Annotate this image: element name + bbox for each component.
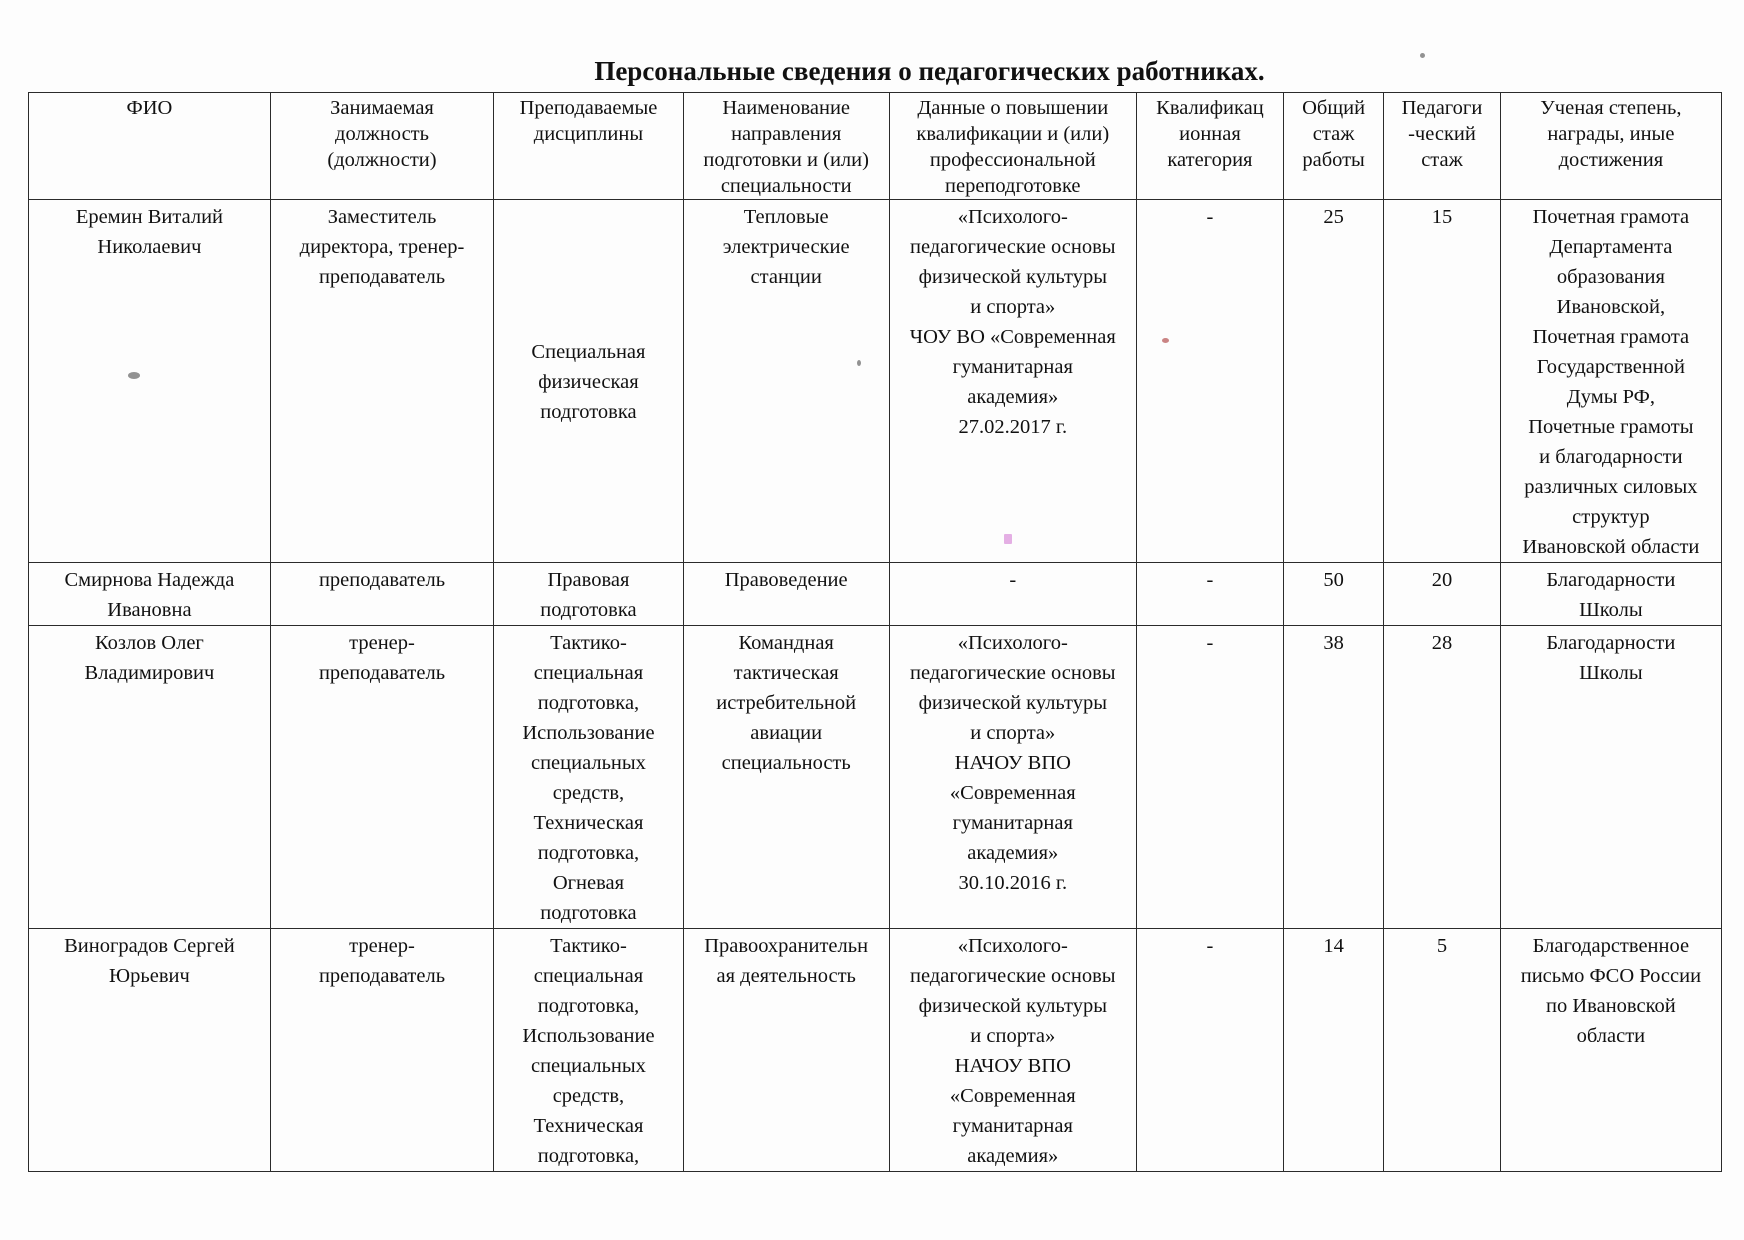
cell-line: истребительной: [716, 692, 857, 714]
cell-line: Правоохранительн: [704, 935, 869, 957]
header-line: Квалификац: [1156, 97, 1264, 119]
header-line: должность: [335, 123, 429, 145]
cell-line: подготовка: [540, 401, 637, 423]
cell-disciplines: [494, 626, 684, 929]
cell-line: и спорта»: [970, 296, 1056, 318]
cell-line: 30.10.2016 г.: [958, 872, 1068, 894]
header-line: дисциплины: [533, 123, 644, 145]
cell-line: Благодарности: [1546, 632, 1676, 654]
cell-line: Ивановской,: [1556, 296, 1666, 318]
cell-line: «Психолого-: [957, 935, 1068, 957]
cell-line: НАЧОУ ВПО: [954, 1055, 1071, 1077]
table-row: [29, 626, 1722, 929]
cell-disciplines: [494, 200, 684, 563]
cell-line: подготовка,: [537, 995, 640, 1017]
cell-line: средств,: [552, 782, 625, 804]
cell-value: 28: [1431, 632, 1453, 654]
cell-value: 5: [1436, 935, 1448, 957]
cell-line: Техническая: [533, 812, 644, 834]
table-row: [29, 563, 1722, 626]
cell-line: Юрьевич: [109, 965, 190, 987]
scan-speck: [1162, 338, 1169, 343]
cell-line: авиации: [750, 722, 823, 744]
cell-line: гуманитарная: [952, 812, 1073, 834]
cell-line: и спорта»: [970, 1025, 1056, 1047]
cell-line: Использование: [522, 722, 655, 744]
cell-line: Почетные грамоты: [1528, 416, 1694, 438]
cell-line: Правоведение: [724, 569, 848, 591]
cell-line: Школы: [1579, 662, 1643, 684]
cell-qualification: [889, 200, 1136, 563]
cell-line: ЧОУ ВО «Современная: [909, 326, 1116, 348]
cell-total-experience: [1283, 929, 1383, 1172]
cell-line: Смирнова Надежда: [64, 569, 235, 591]
cell-line: специальных: [530, 1055, 646, 1077]
cell-line: Государственной: [1536, 356, 1686, 378]
table-row: [29, 200, 1722, 563]
document-title: Персональные сведения о педагогических работниках.: [594, 56, 1265, 86]
header-line: подготовки и (или): [703, 149, 869, 171]
cell-line: Ивановна: [107, 599, 192, 621]
cell-position: [270, 626, 493, 929]
cell-line: Николаевич: [97, 236, 202, 258]
cell-specialty: [683, 626, 889, 929]
cell-line: «Психолого-: [957, 632, 1068, 654]
cell-awards: [1500, 626, 1721, 929]
cell-line: директора, тренер-: [299, 236, 465, 258]
header-line: ФИО: [126, 97, 173, 119]
header-line: (должности): [327, 149, 437, 171]
cell-line: Школы: [1579, 599, 1643, 621]
cell-line: подготовка: [540, 599, 637, 621]
cell-line: 27.02.2017 г.: [958, 416, 1068, 438]
cell-line: средств,: [552, 1085, 625, 1107]
cell-line: и благодарности: [1539, 446, 1683, 468]
table-header-row: [29, 93, 1722, 200]
cell-awards: [1500, 200, 1721, 563]
header-line: Данные о повышении: [917, 97, 1109, 119]
cell-value: -: [1206, 632, 1214, 654]
header-line: достижения: [1558, 149, 1664, 171]
header-specialty: [683, 93, 889, 200]
cell-qualification: [889, 929, 1136, 1172]
header-line: направления: [731, 123, 842, 145]
cell-line: Тепловые: [743, 206, 829, 228]
cell-teaching-experience: [1384, 563, 1501, 626]
cell-fio: [29, 626, 271, 929]
header-line: специальности: [720, 175, 852, 197]
cell-line: -: [1009, 569, 1017, 591]
header-disciplines: [494, 93, 684, 200]
header-total-experience: [1283, 93, 1383, 200]
cell-line: подготовка: [540, 902, 637, 924]
cell-disciplines: [494, 563, 684, 626]
cell-fio: [29, 929, 271, 1172]
cell-line: «Современная: [949, 782, 1076, 804]
cell-line: тактическая: [733, 662, 839, 684]
header-line: Общий: [1302, 97, 1366, 119]
cell-line: физической культуры: [918, 266, 1107, 288]
cell-line: подготовка,: [537, 1145, 640, 1167]
header-line: Преподаваемые: [519, 97, 658, 119]
cell-line: Ивановской области: [1522, 536, 1700, 558]
header-teaching-experience: [1384, 93, 1501, 200]
cell-line: Виноградов Сергей: [64, 935, 235, 957]
cell-line: Владимирович: [84, 662, 215, 684]
cell-value: 25: [1323, 206, 1344, 228]
cell-line: тренер-: [349, 632, 415, 654]
cell-line: электрические: [722, 236, 850, 258]
scan-speck: [128, 372, 140, 379]
cell-line: физической культуры: [918, 692, 1107, 714]
header-line: стаж: [1421, 149, 1463, 171]
cell-position: [270, 929, 493, 1172]
cell-line: Специальная: [531, 341, 646, 363]
header-line: награды, иные: [1547, 123, 1675, 145]
cell-line: преподаватель: [318, 965, 446, 987]
cell-line: подготовка,: [537, 842, 640, 864]
cell-line: Командная: [738, 632, 834, 654]
cell-category: [1136, 929, 1283, 1172]
cell-line: преподаватель: [318, 569, 446, 591]
cell-line: НАЧОУ ВПО: [954, 752, 1071, 774]
header-awards: [1500, 93, 1721, 200]
header-line: квалификации и (или): [916, 123, 1110, 145]
cell-line: преподаватель: [318, 662, 446, 684]
cell-line: Почетная грамота: [1532, 206, 1690, 228]
cell-teaching-experience: [1384, 200, 1501, 563]
cell-line: гуманитарная: [952, 356, 1073, 378]
cell-line: Еремин Виталий: [75, 206, 224, 228]
header-line: Ученая степень,: [1540, 97, 1682, 119]
cell-line: «Современная: [949, 1085, 1076, 1107]
cell-line: Тактико-: [550, 935, 627, 957]
cell-line: Благодарности: [1546, 569, 1676, 591]
cell-line: Думы РФ,: [1566, 386, 1655, 408]
cell-line: Тактико-: [550, 632, 627, 654]
cell-line: по Ивановской: [1546, 995, 1676, 1017]
cell-line: Благодарственное: [1532, 935, 1690, 957]
cell-category: [1136, 200, 1283, 563]
cell-line: Департамента: [1549, 236, 1673, 258]
cell-value: 38: [1323, 632, 1344, 654]
cell-line: академия»: [967, 1145, 1059, 1167]
cell-line: Почетная грамота: [1532, 326, 1690, 348]
cell-category: [1136, 563, 1283, 626]
cell-qualification: [889, 563, 1136, 626]
cell-line: преподаватель: [318, 266, 446, 288]
cell-category: [1136, 626, 1283, 929]
cell-value: -: [1206, 935, 1214, 957]
cell-total-experience: [1283, 563, 1383, 626]
cell-specialty: [683, 563, 889, 626]
cell-line: педагогические основы: [909, 662, 1116, 684]
cell-position: [270, 563, 493, 626]
cell-fio: [29, 200, 271, 563]
cell-line: структур: [1572, 506, 1650, 528]
staff-table: [28, 92, 1722, 1172]
header-fio: [29, 93, 271, 200]
cell-total-experience: [1283, 200, 1383, 563]
cell-line: Огневая: [552, 872, 625, 894]
cell-line: Техническая: [533, 1115, 644, 1137]
header-line: Педагоги: [1401, 97, 1483, 119]
header-line: ионная: [1179, 123, 1241, 145]
cell-line: академия»: [967, 842, 1059, 864]
table-row: [29, 929, 1722, 1172]
cell-awards: [1500, 929, 1721, 1172]
cell-line: подготовка,: [537, 692, 640, 714]
cell-line: академия»: [967, 386, 1059, 408]
cell-line: тренер-: [349, 935, 415, 957]
scan-speck: [857, 360, 861, 366]
cell-line: гуманитарная: [952, 1115, 1073, 1137]
cell-line: Правовая: [547, 569, 630, 591]
cell-specialty: [683, 929, 889, 1172]
cell-line: различных силовых: [1524, 476, 1698, 498]
scan-speck: [1004, 534, 1012, 544]
header-line: стаж: [1312, 123, 1355, 145]
cell-line: физической культуры: [918, 995, 1107, 1017]
header-line: Наименование: [722, 97, 851, 119]
cell-position: [270, 200, 493, 563]
cell-line: и спорта»: [970, 722, 1056, 744]
header-line: категория: [1167, 149, 1253, 171]
cell-line: Использование: [522, 1025, 655, 1047]
cell-value: 20: [1431, 569, 1453, 591]
cell-line: педагогические основы: [909, 965, 1116, 987]
cell-awards: [1500, 563, 1721, 626]
header-line: профессиональной: [929, 149, 1096, 171]
cell-line: физическая: [538, 371, 639, 393]
cell-line: Заместитель: [327, 206, 437, 228]
cell-total-experience: [1283, 626, 1383, 929]
header-position: [270, 93, 493, 200]
cell-line: «Психолого-: [957, 206, 1068, 228]
cell-specialty: [683, 200, 889, 563]
cell-line: педагогические основы: [909, 236, 1116, 258]
cell-value: -: [1206, 206, 1214, 228]
cell-qualification: [889, 626, 1136, 929]
cell-line: специальность: [721, 752, 851, 774]
cell-value: 15: [1431, 206, 1453, 228]
cell-teaching-experience: [1384, 626, 1501, 929]
cell-line: области: [1576, 1025, 1646, 1047]
cell-line: образования: [1556, 266, 1665, 288]
cell-line: письмо ФСО России: [1520, 965, 1702, 987]
header-line: -ческий: [1408, 123, 1476, 145]
cell-line: станции: [750, 266, 822, 288]
cell-value: 50: [1323, 569, 1344, 591]
cell-line: ая деятельность: [716, 965, 856, 987]
cell-line: специальная: [533, 662, 644, 684]
cell-line: специальных: [530, 752, 646, 774]
header-category: [1136, 93, 1283, 200]
header-line: работы: [1302, 149, 1365, 171]
cell-value: -: [1206, 569, 1214, 591]
cell-disciplines: [494, 929, 684, 1172]
cell-fio: [29, 563, 271, 626]
scan-speck: [1420, 53, 1425, 58]
cell-teaching-experience: [1384, 929, 1501, 1172]
header-line: Занимаемая: [330, 97, 434, 119]
header-line: переподготовке: [945, 175, 1081, 197]
header-qualification: [889, 93, 1136, 200]
cell-value: 14: [1323, 935, 1344, 957]
cell-line: специальная: [533, 965, 644, 987]
cell-line: Козлов Олег: [95, 632, 204, 654]
